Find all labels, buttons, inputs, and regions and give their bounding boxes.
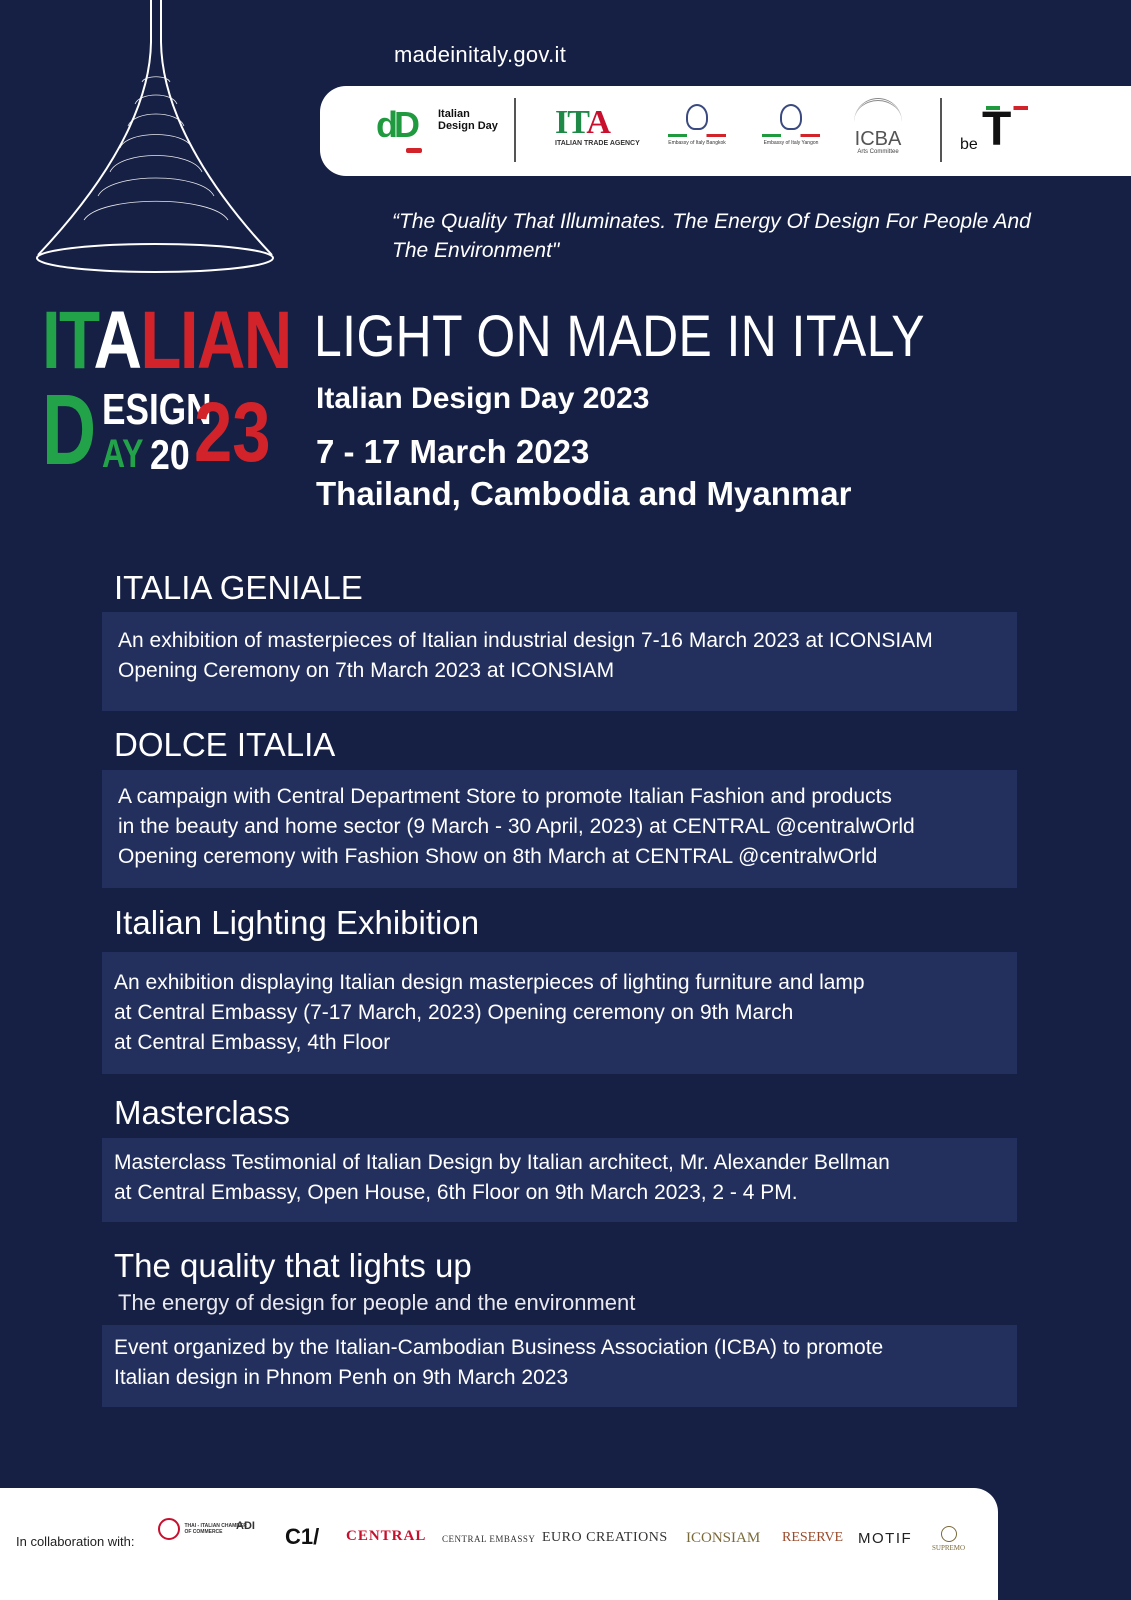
event-countries: Thailand, Cambodia and Myanmar	[316, 475, 852, 512]
section-title-quality-lights-up: The quality that lights up	[114, 1247, 472, 1284]
partner-logo-reserve: RESERVE	[782, 1530, 844, 1545]
partner-logo-c1: C1/	[285, 1524, 320, 1549]
icba-logo: ICBA Arts Committee	[850, 98, 906, 155]
section-box-masterclass: Masterclass Testimonial of Italian Design by Italian architect, Mr. Alexander Bellman at Central Embassy, Open House, 6th Floor on 9th March 2023, 2 - 4 PM.	[102, 1138, 1017, 1222]
main-headline: LIGHT ON MADE IN ITALY	[314, 304, 925, 369]
website-url[interactable]: madeinitaly.gov.it	[394, 42, 567, 67]
partner-logo-supremo: SUPREMO	[932, 1526, 965, 1552]
ita-logo: ITA ITALIAN TRADE AGENCY	[555, 104, 640, 147]
tagline-quote: “The Quality That Illuminates. The Energy Of Design For People And The Environment"	[392, 210, 1031, 262]
arch-icon	[854, 98, 902, 129]
partner-logo-motif: MOTIF	[858, 1530, 913, 1547]
partner-logo-adi: ADI	[236, 1520, 255, 1532]
partner-logos-strip: dD Italian Design Day ITA ITALIAN TRADE AGENCY Embassy of Italy Bangkok Embassy of Italy Yangon ICBA Arts Committee be T	[320, 86, 1131, 176]
section-title-dolce-italia: DOLCE ITALIA	[114, 726, 336, 763]
partner-logo-chamber: THAI - ITALIAN CHAMBER OF COMMERCE	[158, 1518, 250, 1540]
section-title-italia-geniale: ITALIA GENIALE	[114, 569, 363, 606]
pendant-lamp-illustration	[30, 0, 280, 285]
embassy-yangon-logo: Embassy of Italy Yangon	[758, 104, 824, 146]
section-box-dolce-italia: A campaign with Central Department Store to promote Italian Fashion and products in the beauty and home sector (9 March - 30 April, 2023) at CENTRAL @centralwOrld Opening ceremony with Fashion Show on 8th March at CENTRAL @centralwOrld	[102, 770, 1017, 888]
section-box-italia-geniale: An exhibition of masterpieces of Italian industrial design 7-16 March 2023 at ICONSIAM Opening Ceremony on 7th March 2023 at ICONSIAM	[102, 612, 1017, 711]
partner-logo-central: CENTRAL	[346, 1528, 427, 1544]
section-box-quality-lights-up: Event organized by the Italian-Cambodian Business Association (ICBA) to promote Italian design in Phnom Penh on 9th March 2023	[102, 1325, 1017, 1407]
divider	[940, 98, 942, 162]
partner-logo-euro-creations: EURO CREATIONS	[542, 1530, 668, 1545]
section-box-lighting-exhibition: An exhibition displaying Italian design masterpieces of lighting furniture and lamp at Central Embassy (7-17 March, 2023) Opening ceremony on 9th March at Central Embassy, 4th Floor	[102, 952, 1017, 1074]
italian-design-day-logo: dD Italian Design Day	[376, 104, 416, 146]
divider	[514, 98, 516, 162]
section-subtitle-quality-lights-up: The energy of design for people and the environment	[118, 1290, 636, 1315]
collaboration-label: In collaboration with:	[16, 1534, 135, 1549]
partner-logo-iconsiam: ICONSIAM	[686, 1530, 761, 1546]
event-name: Italian Design Day 2023	[316, 382, 650, 415]
republic-emblem-icon	[780, 104, 802, 130]
italian-design-day-2023-logo: ITALIAN D ESIGN AY 20 23	[42, 295, 291, 486]
republic-emblem-icon	[686, 104, 708, 130]
section-title-masterclass: Masterclass	[114, 1094, 291, 1131]
section-title-lighting-exhibition: Italian Lighting Exhibition	[114, 904, 480, 941]
embassy-bangkok-logo: Embassy of Italy Bangkok	[664, 104, 730, 146]
event-dates: 7 - 17 March 2023	[316, 433, 590, 470]
partner-logo-central-embassy: CENTRAL EMBASSY	[442, 1534, 536, 1544]
collaboration-strip	[0, 1488, 998, 1600]
